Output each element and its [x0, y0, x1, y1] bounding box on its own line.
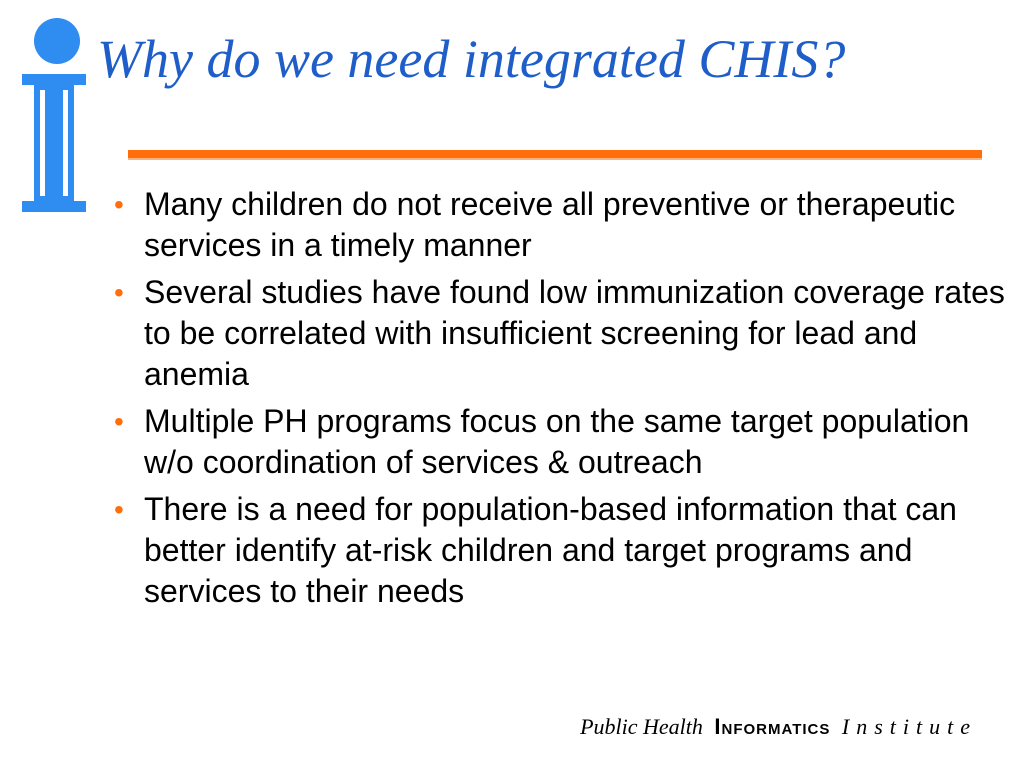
- bullet-dot-icon: •: [114, 494, 124, 525]
- bullet-dot-icon: •: [114, 277, 124, 308]
- info-i-icon: [22, 16, 92, 216]
- bullet-text: There is a need for population-based information that can better identify at-risk children and target programs and services to their needs: [144, 491, 957, 609]
- bullet-text: Several studies have found low immunization coverage rates to be correlated with insufficient screening for lead and anemia: [144, 274, 1005, 392]
- footer-informatics: Informatics: [714, 714, 831, 739]
- bullet-dot-icon: •: [114, 406, 124, 437]
- bullet-item: [106, 401, 1014, 483]
- bullet-list: [106, 184, 1014, 618]
- bullet-dot-icon: •: [114, 189, 124, 220]
- bullet-item: [106, 184, 1014, 266]
- footer-branding: [580, 712, 977, 742]
- bullet-text: Multiple PH programs focus on the same target population w/o coordination of services & outreach: [144, 403, 970, 480]
- footer-public-health: Public Health: [580, 714, 703, 739]
- title-underline: [128, 150, 982, 161]
- underline-bar: [128, 150, 982, 158]
- bullet-item: [106, 272, 1014, 395]
- footer-institute: Institute: [841, 714, 977, 739]
- bullet-text: Many children do not receive all preventive or therapeutic services in a timely manner: [144, 186, 956, 263]
- underline-shadow: [128, 158, 982, 160]
- slide-title: Why do we need integrated CHIS?: [97, 29, 846, 89]
- bullet-item: [106, 489, 1014, 612]
